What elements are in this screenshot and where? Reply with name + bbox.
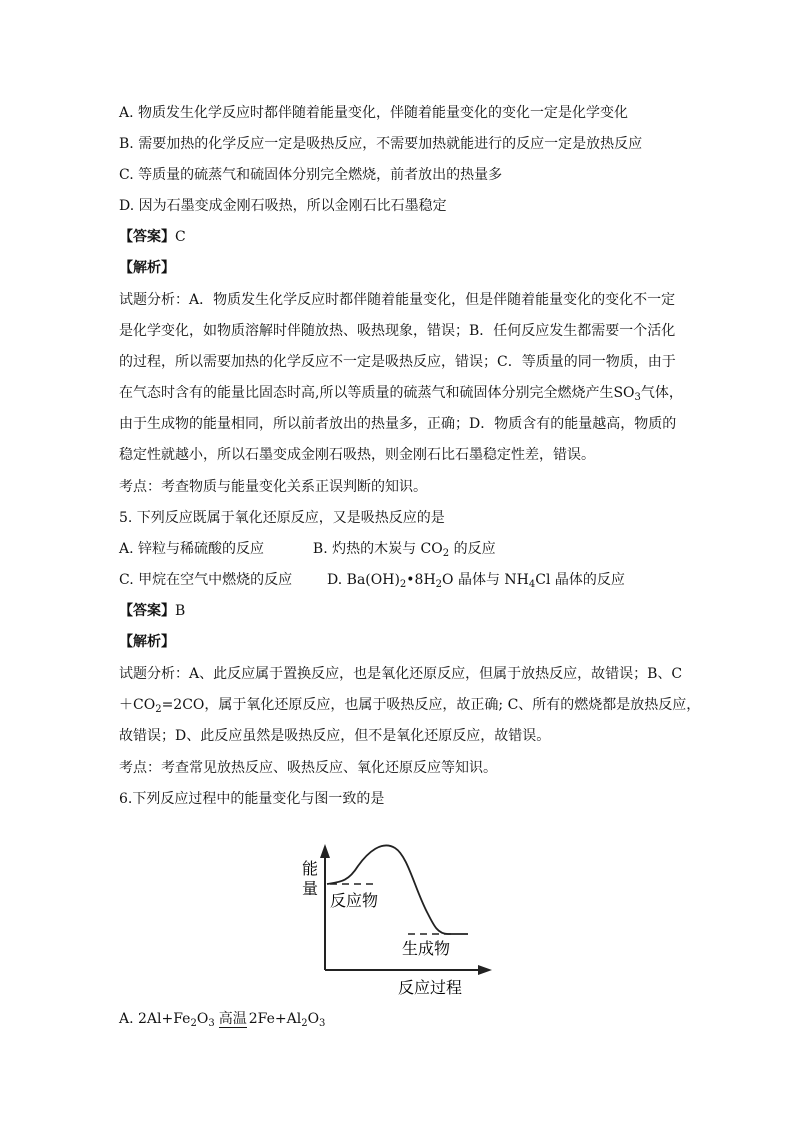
x-axis-arrow bbox=[478, 965, 492, 975]
analysis-tag: 【解析】 bbox=[119, 260, 175, 276]
q5-options-ab bbox=[119, 539, 496, 559]
q4-option-b: B. 需要加热的化学反应一定是吸热反应，不需要加热就能进行的反应一定是放热反应 bbox=[119, 136, 643, 152]
q5-analysis-line-3: 故错误；D、此反应虽然是吸热反应，但不是氧化还原反应，故错误。 bbox=[119, 728, 551, 744]
q4-analysis-line-4 bbox=[119, 383, 683, 403]
answer-value: C bbox=[175, 229, 186, 245]
q5-stem: 5. 下列反应既属于氧化还原反应，又是吸热反应的是 bbox=[119, 510, 445, 526]
subscript: 3 bbox=[634, 392, 641, 403]
q5-kaodian: 考点：考查常见放热反应、吸热反应、氧化还原反应等知识。 bbox=[119, 760, 497, 776]
q4-option-d: D. 因为石墨变成金刚石吸热，所以金刚石比石墨稳定 bbox=[119, 198, 447, 214]
q5-option-b: B. 灼热的木炭与 $CO_2$ 的反应 bbox=[312, 541, 496, 559]
answer-tag: 【答案】 bbox=[119, 603, 175, 619]
q5-answer bbox=[119, 601, 185, 621]
q4-option-c: C. 等质量的硫蒸气和硫固体分别完全燃烧，前者放出的热量多 bbox=[119, 167, 503, 183]
q5-analysis-tag bbox=[119, 632, 175, 652]
y-label-1: 能 bbox=[302, 859, 319, 878]
q4-kaodian: 考点：考查物质与能量变化关系正误判断的知识。 bbox=[119, 479, 427, 495]
q5-analysis-line-1: 试题分析：A、此反应属于置换反应，也是氧化还原反应，但属于放热反应，故错误；B、C bbox=[119, 666, 683, 682]
answer-tag: 【答案】 bbox=[119, 229, 175, 245]
reaction-condition: 高温 bbox=[218, 1011, 247, 1027]
formula: SO bbox=[613, 385, 635, 401]
y-axis-arrow bbox=[320, 844, 330, 858]
x-axis-label: 反应过程 bbox=[398, 978, 463, 997]
q4-analysis-line-2: 是化学变化，如物质溶解时伴随放热、吸热现象，错误；B．任何反应发生都需要一个活化 bbox=[119, 323, 676, 339]
q4-answer bbox=[119, 227, 186, 247]
q4-option-a: A. 物质发生化学反应时都伴随着能量变化，伴随着能量变化的变化一定是化学变化 bbox=[119, 105, 629, 121]
q4-analysis-line-5: 由于生成物的能量相同，所以前者放出的热量多，正确；D．物质含有的能量越高，物质的 bbox=[119, 416, 677, 432]
q5-option-c: C. 甲烷在空气中燃烧的反应 bbox=[119, 572, 293, 588]
energy-diagram bbox=[300, 830, 500, 1000]
q4-analysis-line-6: 稳定性就越小，所以石墨变成金刚石吸热，则金刚石比石墨稳定性差，错误。 bbox=[119, 447, 595, 463]
reactant-label: 反应物 bbox=[330, 891, 379, 910]
energy-curve bbox=[327, 845, 468, 934]
analysis-tag: 【解析】 bbox=[119, 634, 175, 650]
q5-option-d: D. $Ba(OH)_2•8H_2O$ 晶体与 $NH_4Cl$ 晶体的反应 bbox=[327, 572, 625, 590]
q6-stem: 6.下列反应过程中的能量变化与图一致的是 bbox=[119, 791, 385, 807]
q5-options-cd bbox=[119, 570, 625, 590]
analysis-text: 气体， bbox=[640, 385, 683, 401]
q4-analysis-line-3: 的过程，所以需要加热的化学反应不一定是吸热反应，错误；C．等质量的同一物质，由于 bbox=[119, 354, 676, 370]
q4-analysis-line-1: 试题分析：A．物质发生化学反应时都伴随着能量变化，但是伴随着能量变化的变化不一定 bbox=[119, 292, 676, 308]
q6-option-a: A. $2Al+Fe_2O_3$ 高温 $2Fe+Al_2O_3$ bbox=[119, 1011, 326, 1029]
answer-value: B bbox=[175, 603, 186, 619]
y-label-2: 量 bbox=[302, 879, 319, 898]
product-label: 生成物 bbox=[402, 939, 451, 958]
energy-diagram-svg bbox=[300, 830, 500, 1000]
q5-option-a: A. 锌粒与稀硫酸的反应 bbox=[119, 541, 265, 557]
q4-analysis-tag bbox=[119, 258, 175, 278]
q5-analysis-line-2: $+CO_2=2CO$，属于氧化还原反应，也属于吸热反应，故正确; C、所有的燃烧都是放热反应， bbox=[119, 697, 701, 715]
analysis-text: 在气态时含有的能量比固态时高,所以等质量的硫蒸气和硫固体分别完全燃烧产生 bbox=[119, 385, 614, 401]
